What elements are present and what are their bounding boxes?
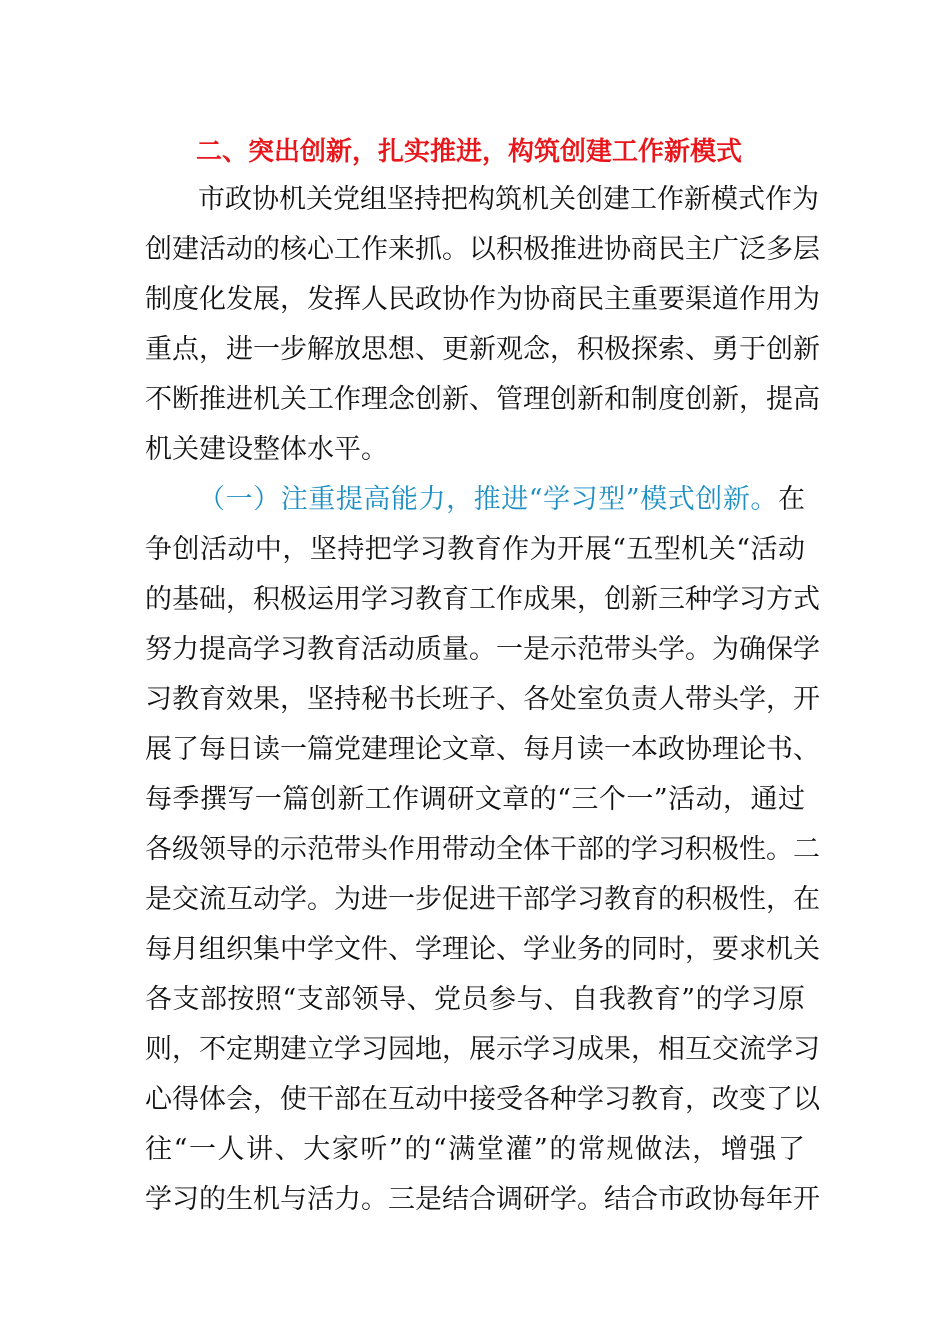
paragraph-line: 的基础，积极运用学习教育工作成果，创新三种学习方式 — [145, 584, 820, 615]
paragraph-line: 机关建设整体水平。 — [145, 434, 388, 465]
paragraph-line: 则，不定期建立学习园地，展示学习成果，相互交流学习 — [145, 1034, 820, 1065]
subsection-heading: （一）注重提高能力，推进“学习型”模式创新。 — [198, 484, 778, 515]
paragraph-line: 学习的生机与活力。三是结合调研学。结合市政协每年开 — [145, 1184, 820, 1215]
paragraph-line: 是交流互动学。为进一步促进干部学习教育的积极性，在 — [145, 884, 820, 915]
paragraph-line: 制度化发展，发挥人民政协作为协商民主重要渠道作用为 — [145, 284, 820, 315]
paragraph-line: 心得体会，使干部在互动中接受各种学习教育，改变了以 — [145, 1084, 820, 1115]
paragraph-line: 每季撰写一篇创新工作调研文章的“三个一”活动，通过 — [145, 784, 805, 815]
paragraph-text: 在 — [778, 484, 805, 515]
paragraph-line: 不断推进机关工作理念创新、管理创新和制度创新，提高 — [145, 384, 820, 415]
paragraph-line: 展了每日读一篇党建理论文章、每月读一本政协理论书、 — [145, 734, 820, 765]
paragraph-first-line — [198, 482, 805, 518]
paragraph-line: 各级领导的示范带头作用带动全体干部的学习积极性。二 — [145, 834, 820, 865]
paragraph-line: 市政协机关党组坚持把构筑机关创建工作新模式作为 — [198, 184, 819, 215]
paragraph-line: 往“一人讲、大家听”的“满堂灌”的常规做法，增强了 — [145, 1134, 805, 1165]
paragraph-line: 争创活动中，坚持把学习教育作为开展“五型机关“活动 — [145, 534, 805, 565]
paragraph-line: 习教育效果，坚持秘书长班子、各处室负责人带头学，开 — [145, 684, 820, 715]
section-heading: 二、突出创新，扎实推进，构筑创建工作新模式 — [196, 137, 743, 167]
paragraph-line: 各支部按照“支部领导、党员参与、自我教育”的学习原 — [145, 984, 805, 1015]
paragraph-line: 努力提高学习教育活动质量。一是示范带头学。为确保学 — [145, 634, 820, 665]
paragraph-line: 每月组织集中学文件、学理论、学业务的同时，要求机关 — [145, 934, 820, 965]
paragraph-line: 创建活动的核心工作来抓。以积极推进协商民主广泛多层 — [145, 234, 820, 265]
paragraph-line: 重点，进一步解放思想、更新观念，积极探索、勇于创新 — [145, 334, 820, 365]
